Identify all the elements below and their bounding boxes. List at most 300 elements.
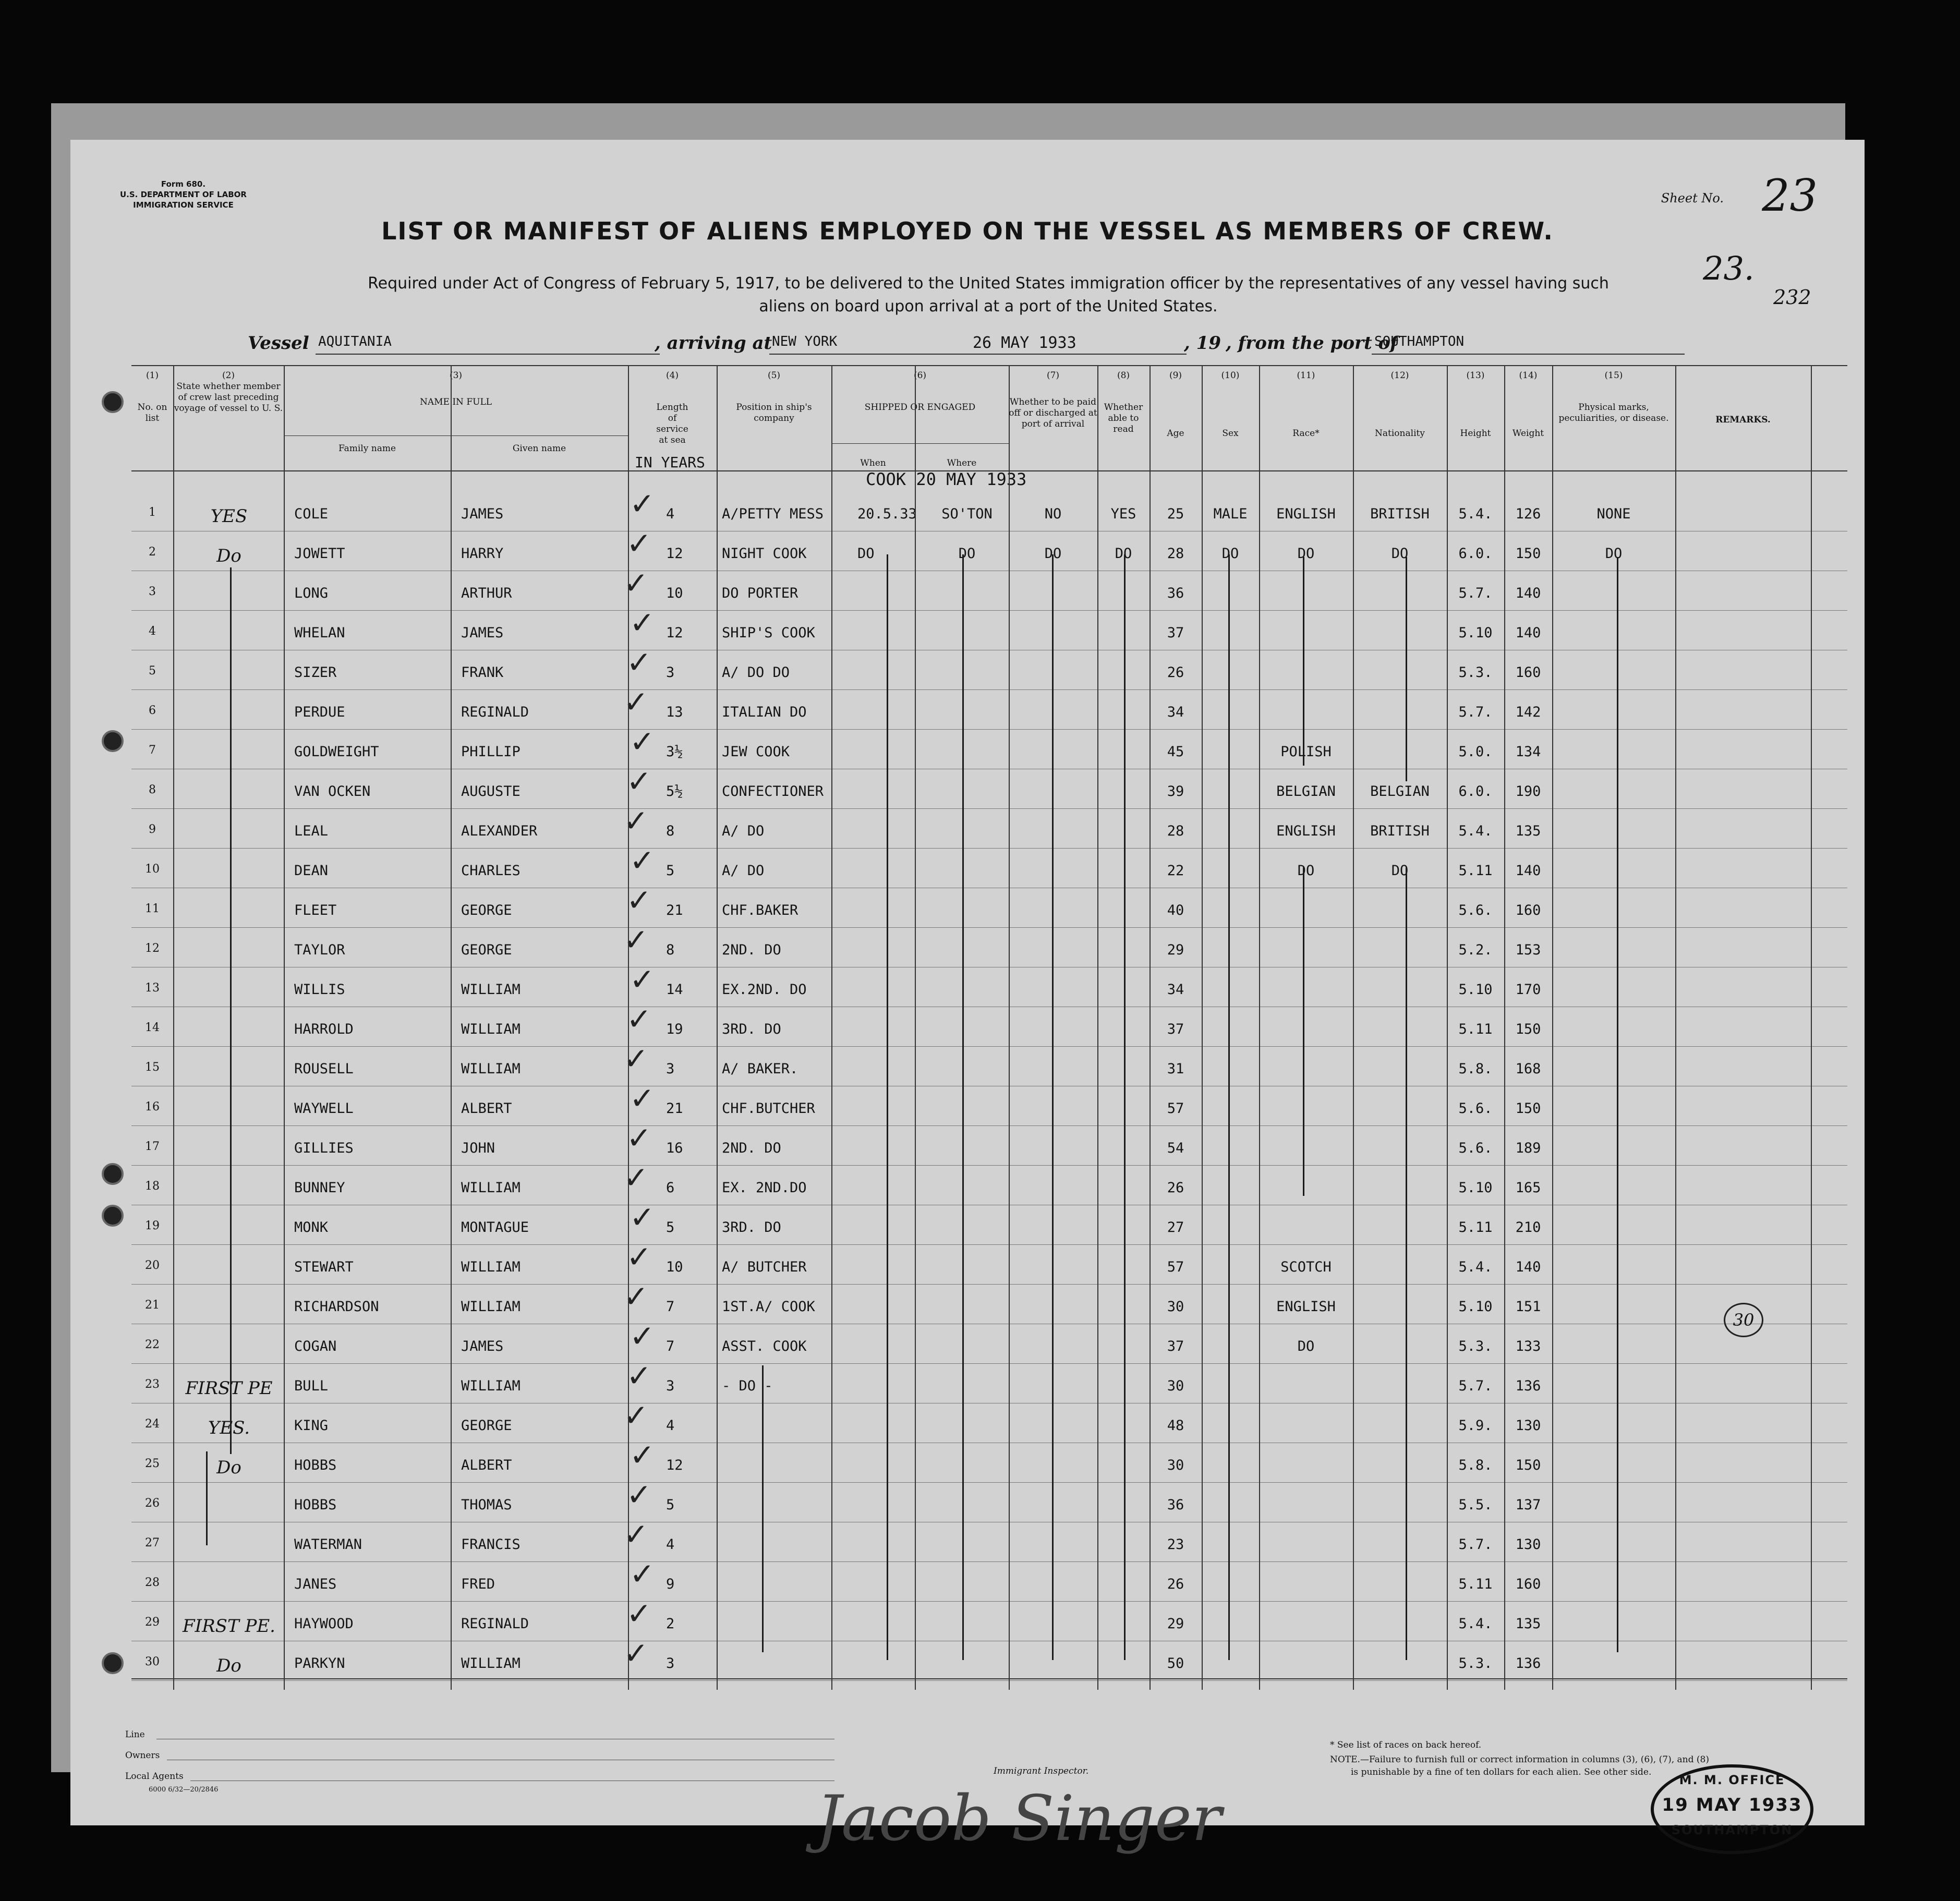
- weight: 137: [1515, 1497, 1541, 1513]
- height: 6.0.: [1458, 546, 1493, 562]
- column-divider: [1150, 365, 1151, 1690]
- manifest-sheet: [70, 140, 1865, 1855]
- height: 5.3.: [1458, 1338, 1493, 1354]
- weight: 135: [1515, 1616, 1541, 1632]
- arriving-label: , arriving at: [655, 333, 772, 354]
- age: 26: [1167, 1576, 1184, 1592]
- weight: 150: [1515, 546, 1541, 562]
- col-8-header: (8) Whether able to read: [1104, 370, 1143, 434]
- weight: 165: [1515, 1180, 1541, 1196]
- checkmark-icon: ✓: [630, 605, 655, 640]
- age: 48: [1167, 1418, 1184, 1434]
- weight: 170: [1515, 982, 1541, 998]
- age: 36: [1167, 585, 1184, 601]
- col-2-header: (2) State whether member of crew last preceding voyage of vessel to U. S.: [174, 370, 283, 414]
- owners-label: Owners: [125, 1750, 160, 1761]
- weight: 160: [1515, 664, 1541, 681]
- checkmark-icon: ✓: [623, 1279, 649, 1314]
- family-name: HAYWOOD: [294, 1616, 354, 1632]
- position: 2ND. DO: [722, 942, 781, 958]
- weight: 140: [1515, 863, 1541, 879]
- height: 5.6.: [1458, 902, 1493, 918]
- nationality: DO: [1391, 546, 1409, 562]
- height: 5.8.: [1458, 1457, 1493, 1473]
- row-divider: [131, 1125, 1847, 1126]
- col-5-header: (5) Position in ship's company: [736, 370, 812, 423]
- given-name: GEORGE: [461, 942, 512, 958]
- row-number: 11: [145, 902, 160, 915]
- race: DO: [1297, 863, 1315, 879]
- race: DO: [1297, 546, 1315, 562]
- paid-off: DO: [1044, 546, 1062, 562]
- shipped-where: DO: [958, 546, 976, 562]
- age: 36: [1167, 1497, 1184, 1513]
- able-to-read: YES: [1110, 506, 1136, 522]
- height: 5.9.: [1458, 1418, 1493, 1434]
- nationality: BRITISH: [1370, 506, 1430, 522]
- row-divider: [131, 1165, 1847, 1166]
- given-name: MONTAGUE: [461, 1219, 529, 1236]
- given-name: WILLIAM: [461, 982, 521, 998]
- service-years: 3: [666, 1655, 675, 1672]
- given-name: WILLIAM: [461, 1180, 521, 1196]
- given-name: ARTHUR: [461, 585, 512, 601]
- given-name: AUGUSTE: [461, 783, 521, 800]
- vessel-label: Vessel: [248, 333, 309, 354]
- family-name: JANES: [294, 1576, 337, 1592]
- checkmark-icon: ✓: [626, 645, 652, 680]
- family-name: GOLDWEIGHT: [294, 744, 379, 760]
- col-4-unit: IN YEARS: [635, 454, 705, 471]
- row-number: 15: [145, 1061, 160, 1074]
- row-number: 25: [145, 1457, 160, 1470]
- service-years: 8: [666, 942, 675, 958]
- given-name: ALEXANDER: [461, 823, 538, 839]
- race: BELGIAN: [1276, 783, 1336, 800]
- row-number: 14: [145, 1021, 160, 1034]
- height: 5.7.: [1458, 1536, 1493, 1553]
- position: A/ DO DO: [722, 664, 790, 681]
- circled-number: 30: [1724, 1303, 1763, 1337]
- sex: DO: [1221, 546, 1239, 562]
- family-name: WAYWELL: [294, 1100, 354, 1117]
- service-years: 5: [666, 1219, 675, 1236]
- weight: 130: [1515, 1418, 1541, 1434]
- nationality: DO: [1391, 863, 1409, 879]
- position: CONFECTIONER: [722, 783, 824, 800]
- inspector-signature: Jacob Singer: [816, 1783, 1222, 1855]
- ditto-line-race-1: [1303, 557, 1304, 766]
- column-divider: [1504, 365, 1505, 1690]
- position: NIGHT COOK: [722, 546, 807, 562]
- previous-voyage: Do: [216, 1655, 241, 1676]
- age: 26: [1167, 664, 1184, 681]
- column-divider: [1097, 365, 1098, 1690]
- previous-voyage: FIRST PE.: [183, 1616, 275, 1637]
- row-number: 27: [145, 1536, 160, 1549]
- inspector-label: Immigrant Inspector.: [994, 1766, 1089, 1776]
- previous-voyage: FIRST PE: [185, 1378, 273, 1399]
- checkmark-icon: ✓: [630, 843, 655, 878]
- checkmark-icon: ✓: [626, 1001, 652, 1037]
- row-divider: [131, 927, 1847, 928]
- checkmark-icon: ✓: [623, 922, 649, 958]
- weight: 151: [1515, 1299, 1541, 1315]
- nationality: BRITISH: [1370, 823, 1430, 839]
- checkmark-icon: ✓: [623, 803, 649, 839]
- family-name: HOBBS: [294, 1457, 337, 1473]
- weight: 135: [1515, 823, 1541, 839]
- position: A/ DO: [722, 823, 765, 839]
- checkmark-icon: ✓: [630, 962, 655, 997]
- given-name: ALBERT: [461, 1100, 512, 1117]
- checkmark-icon: ✓: [623, 1636, 649, 1671]
- row-number: 4: [149, 625, 156, 638]
- given-name: WILLIAM: [461, 1655, 521, 1672]
- row-divider: [131, 1244, 1847, 1245]
- age: 39: [1167, 783, 1184, 800]
- height: 5.7.: [1458, 704, 1493, 720]
- position: A/ DO: [722, 863, 765, 879]
- previous-voyage: Do: [216, 546, 241, 566]
- given-name: GEORGE: [461, 1418, 512, 1434]
- sheet-number: 23: [1762, 170, 1818, 221]
- col-16-header: REMARKS.: [1715, 415, 1771, 425]
- col-1-header: (1) No. on list: [137, 370, 167, 423]
- row-number: 30: [145, 1655, 160, 1668]
- department: U.S. DEPARTMENT OF LABOR: [120, 190, 247, 199]
- height: 5.11: [1458, 863, 1493, 879]
- weight: 140: [1515, 1259, 1541, 1275]
- row-number: 20: [145, 1259, 160, 1272]
- service-years: 12: [666, 546, 683, 562]
- weight: 189: [1515, 1140, 1541, 1156]
- row-number: 9: [149, 823, 156, 836]
- checkmark-icon: ✓: [626, 1239, 652, 1275]
- col-13-header: (13) Height: [1460, 370, 1491, 439]
- age: 34: [1167, 704, 1184, 720]
- row-divider: [131, 1601, 1847, 1602]
- column-divider: [1353, 365, 1354, 1690]
- checkmark-icon: ✓: [623, 1517, 649, 1552]
- checkmark-icon: ✓: [623, 1398, 649, 1433]
- margin-number-2: 232: [1773, 286, 1811, 309]
- service-years: 8: [666, 823, 675, 839]
- position: ASST. COOK: [722, 1338, 807, 1354]
- punch-hole: [102, 391, 124, 413]
- ditto-line-paid: [1052, 554, 1054, 1660]
- race: DO: [1297, 1338, 1315, 1354]
- col-6a-header: When: [860, 458, 886, 468]
- shipped-when: 20.5.33: [857, 506, 917, 522]
- row-number: 24: [145, 1418, 160, 1431]
- height: 5.6.: [1458, 1100, 1493, 1117]
- family-name: SIZER: [294, 664, 337, 681]
- age: 31: [1167, 1061, 1184, 1077]
- service-years: 12: [666, 625, 683, 641]
- given-name: ALBERT: [461, 1457, 512, 1473]
- position: EX. 2ND.DO: [722, 1180, 807, 1196]
- form-number: Form 680.: [161, 179, 206, 189]
- punch-hole: [102, 1652, 124, 1674]
- weight: 134: [1515, 744, 1541, 760]
- service-years: 9: [666, 1576, 675, 1592]
- column-divider: [1447, 365, 1448, 1690]
- service-years: 6: [666, 1180, 675, 1196]
- given-name: JOHN: [461, 1140, 495, 1156]
- column-divider: [451, 365, 452, 1690]
- position: 2ND. DO: [722, 1140, 781, 1156]
- row-number: 7: [149, 744, 156, 757]
- weight: 126: [1515, 506, 1541, 522]
- service-years: 7: [666, 1299, 675, 1315]
- vessel-name: AQUITANIA: [318, 334, 392, 349]
- races-note: * See list of races on back hereof.: [1330, 1740, 1482, 1750]
- weight: 210: [1515, 1219, 1541, 1236]
- column-divider: [1009, 365, 1010, 1690]
- weight: 150: [1515, 1100, 1541, 1117]
- height: 5.3.: [1458, 664, 1493, 681]
- row-number: 26: [145, 1497, 160, 1510]
- row-number: 28: [145, 1576, 160, 1589]
- position: CHF.BUTCHER: [722, 1100, 815, 1117]
- given-name: HARRY: [461, 546, 504, 562]
- service-years: 14: [666, 982, 683, 998]
- row-divider: [131, 610, 1847, 611]
- age: 28: [1167, 823, 1184, 839]
- service-years: 5: [666, 1497, 675, 1513]
- age: 25: [1167, 506, 1184, 522]
- crew-table: [131, 365, 1847, 1867]
- height: 5.2.: [1458, 942, 1493, 958]
- column-divider: [717, 365, 718, 1690]
- col-7-header: (7) Whether to be paid off or discharged at port of arrival: [1009, 370, 1097, 429]
- checkmark-icon: ✓: [626, 1358, 652, 1394]
- checkmark-icon: ✓: [630, 724, 655, 759]
- weight: 160: [1515, 1576, 1541, 1592]
- row-number: 3: [149, 585, 156, 598]
- col-12-header: (12) Nationality: [1375, 370, 1425, 439]
- line-label: Line: [125, 1729, 145, 1740]
- weight: 133: [1515, 1338, 1541, 1354]
- stamp-date: 19 MAY 1933: [1662, 1795, 1802, 1815]
- race: SCOTCH: [1280, 1259, 1332, 1275]
- row-divider: [131, 848, 1847, 849]
- age: 26: [1167, 1180, 1184, 1196]
- ditto-line-read: [1124, 554, 1126, 1660]
- col-6b-header: Where: [947, 458, 977, 468]
- shipped-where: SO'TON: [941, 506, 993, 522]
- given-name: THOMAS: [461, 1497, 512, 1513]
- form-header-info: [120, 179, 247, 210]
- position: DO PORTER: [722, 585, 798, 601]
- height: 5.5.: [1458, 1497, 1493, 1513]
- checkmark-icon: ✓: [626, 1120, 652, 1156]
- row-divider: [131, 808, 1847, 809]
- given-name: REGINALD: [461, 704, 529, 720]
- requirement-line-1: Required under Act of Congress of February 5, 1917, to be delivered to the United States immigration officer by the representatives of any vessel having such: [368, 274, 1609, 293]
- nationality: BELGIAN: [1370, 783, 1430, 800]
- checkmark-icon: ✓: [626, 1596, 652, 1631]
- age: 57: [1167, 1259, 1184, 1275]
- punch-hole: [102, 1205, 124, 1227]
- height: 5.10: [1458, 625, 1493, 641]
- punch-hole: [102, 1163, 124, 1185]
- ditto-line-where: [962, 554, 964, 1660]
- age: 23: [1167, 1536, 1184, 1553]
- height: 5.4.: [1458, 1616, 1493, 1632]
- position: 3RD. DO: [722, 1219, 781, 1236]
- sex: MALE: [1213, 506, 1248, 522]
- service-years: 21: [666, 1100, 683, 1117]
- race: ENGLISH: [1276, 823, 1336, 839]
- checkmark-icon: ✓: [623, 565, 649, 601]
- age: 30: [1167, 1299, 1184, 1315]
- height: 5.11: [1458, 1219, 1493, 1236]
- col-11-header: (11) Race*: [1292, 370, 1320, 439]
- row-number: 5: [149, 664, 156, 677]
- height: 5.8.: [1458, 1061, 1493, 1077]
- height: 5.0.: [1458, 744, 1493, 760]
- physical-marks: DO: [1605, 546, 1623, 562]
- column-divider: [284, 365, 285, 1690]
- column-divider: [1259, 365, 1260, 1690]
- given-name: WILLIAM: [461, 1259, 521, 1275]
- checkmark-icon: ✓: [630, 1081, 655, 1116]
- weight: 160: [1515, 902, 1541, 918]
- weight: 136: [1515, 1655, 1541, 1672]
- age: 29: [1167, 1616, 1184, 1632]
- position: JEW COOK: [722, 744, 790, 760]
- height: 6.0.: [1458, 783, 1493, 800]
- service-years: 3: [666, 1378, 675, 1394]
- column-divider: [1202, 365, 1203, 1690]
- weight: 136: [1515, 1378, 1541, 1394]
- checkmark-icon: ✓: [626, 882, 652, 918]
- family-name: JOWETT: [294, 546, 345, 562]
- family-name: COLE: [294, 506, 329, 522]
- from-port: SOUTHAMPTON: [1374, 334, 1465, 349]
- row-divider: [131, 1284, 1847, 1285]
- age: 27: [1167, 1219, 1184, 1236]
- stamp-office: M. M. OFFICE: [1679, 1773, 1785, 1787]
- ditto-line-race-2: [1303, 867, 1304, 1196]
- height: 5.4.: [1458, 823, 1493, 839]
- physical-marks: NONE: [1596, 506, 1631, 522]
- family-name: LONG: [294, 585, 329, 601]
- age: 54: [1167, 1140, 1184, 1156]
- arrival-date: 26 MAY 1933: [973, 334, 1076, 352]
- service-years: 4: [666, 1536, 675, 1553]
- column-divider: [1552, 365, 1553, 1690]
- position: SHIP'S COOK: [722, 625, 815, 641]
- family-name: MONK: [294, 1219, 329, 1236]
- row-divider: [131, 1561, 1847, 1562]
- office-stamp: [1651, 1764, 1813, 1854]
- row-number: 1: [149, 506, 156, 519]
- height: 5.7.: [1458, 585, 1493, 601]
- year-suffix: , 19: [1184, 333, 1221, 354]
- col-9-header: (9) Age: [1167, 370, 1184, 439]
- age: 45: [1167, 744, 1184, 760]
- col-10-header: (10) Sex: [1221, 370, 1240, 439]
- col-3a-header: Family name: [338, 443, 396, 454]
- height: 5.11: [1458, 1576, 1493, 1592]
- row-divider: [131, 1482, 1847, 1483]
- ditto-line-nat-2: [1406, 867, 1407, 1660]
- weight: 150: [1515, 1021, 1541, 1037]
- service-years: 5: [666, 863, 675, 879]
- column-divider: [628, 365, 629, 1690]
- col-4-header: (4) Length of service at sea: [656, 370, 688, 445]
- family-name: PERDUE: [294, 704, 345, 720]
- ditto-line-prev: [230, 567, 232, 1454]
- weight: 140: [1515, 585, 1541, 601]
- row-number: 21: [145, 1299, 160, 1312]
- family-name: VAN OCKEN: [294, 783, 371, 800]
- given-name: REGINALD: [461, 1616, 529, 1632]
- previous-voyage: Do: [216, 1457, 241, 1478]
- service-years: 13: [666, 704, 683, 720]
- service-years: 3: [666, 664, 675, 681]
- penalty-note-1: NOTE.—Failure to furnish full or correct information in columns (3), (6), (7), and (8): [1330, 1754, 1709, 1765]
- family-name: TAYLOR: [294, 942, 345, 958]
- checkmark-icon: ✓: [630, 486, 655, 522]
- row-divider: [131, 1363, 1847, 1364]
- family-name: GILLIES: [294, 1140, 354, 1156]
- row-number: 17: [145, 1140, 160, 1153]
- weight: 130: [1515, 1536, 1541, 1553]
- family-name: PARKYN: [294, 1655, 345, 1672]
- age: 37: [1167, 1021, 1184, 1037]
- family-name: WHELAN: [294, 625, 345, 641]
- weight: 142: [1515, 704, 1541, 720]
- row-divider: [131, 729, 1847, 730]
- service: IMMIGRATION SERVICE: [133, 200, 234, 210]
- given-name: FRED: [461, 1576, 495, 1592]
- age: 30: [1167, 1457, 1184, 1473]
- family-name: WATERMAN: [294, 1536, 362, 1553]
- age: 37: [1167, 1338, 1184, 1354]
- row-number: 6: [149, 704, 156, 717]
- weight: 140: [1515, 625, 1541, 641]
- height: 5.10: [1458, 1180, 1493, 1196]
- service-years: 19: [666, 1021, 683, 1037]
- row-divider: [131, 1680, 1847, 1681]
- position: ITALIAN DO: [722, 704, 807, 720]
- height: 5.10: [1458, 1299, 1493, 1315]
- family-name: FLEET: [294, 902, 337, 918]
- checkmark-icon: ✓: [630, 1318, 655, 1354]
- shipped-when: DO: [857, 546, 875, 562]
- given-name: CHARLES: [461, 863, 521, 879]
- age: 28: [1167, 546, 1184, 562]
- position: CHF.BAKER: [722, 902, 798, 918]
- race: POLISH: [1280, 744, 1332, 760]
- position: EX.2ND. DO: [722, 982, 807, 998]
- ditto-line-sex: [1228, 554, 1230, 1660]
- family-name: RICHARDSON: [294, 1299, 379, 1315]
- row-number: 13: [145, 982, 160, 995]
- age: 34: [1167, 982, 1184, 998]
- family-name: HARROLD: [294, 1021, 354, 1037]
- ditto-line-position: [762, 1365, 764, 1652]
- service-years: 7: [666, 1338, 675, 1354]
- given-name: WILLIAM: [461, 1061, 521, 1077]
- col-15-header: (15) Physical marks, peculiarities, or disease.: [1558, 370, 1669, 423]
- column-divider: [831, 365, 832, 1690]
- position: - DO -: [722, 1378, 773, 1394]
